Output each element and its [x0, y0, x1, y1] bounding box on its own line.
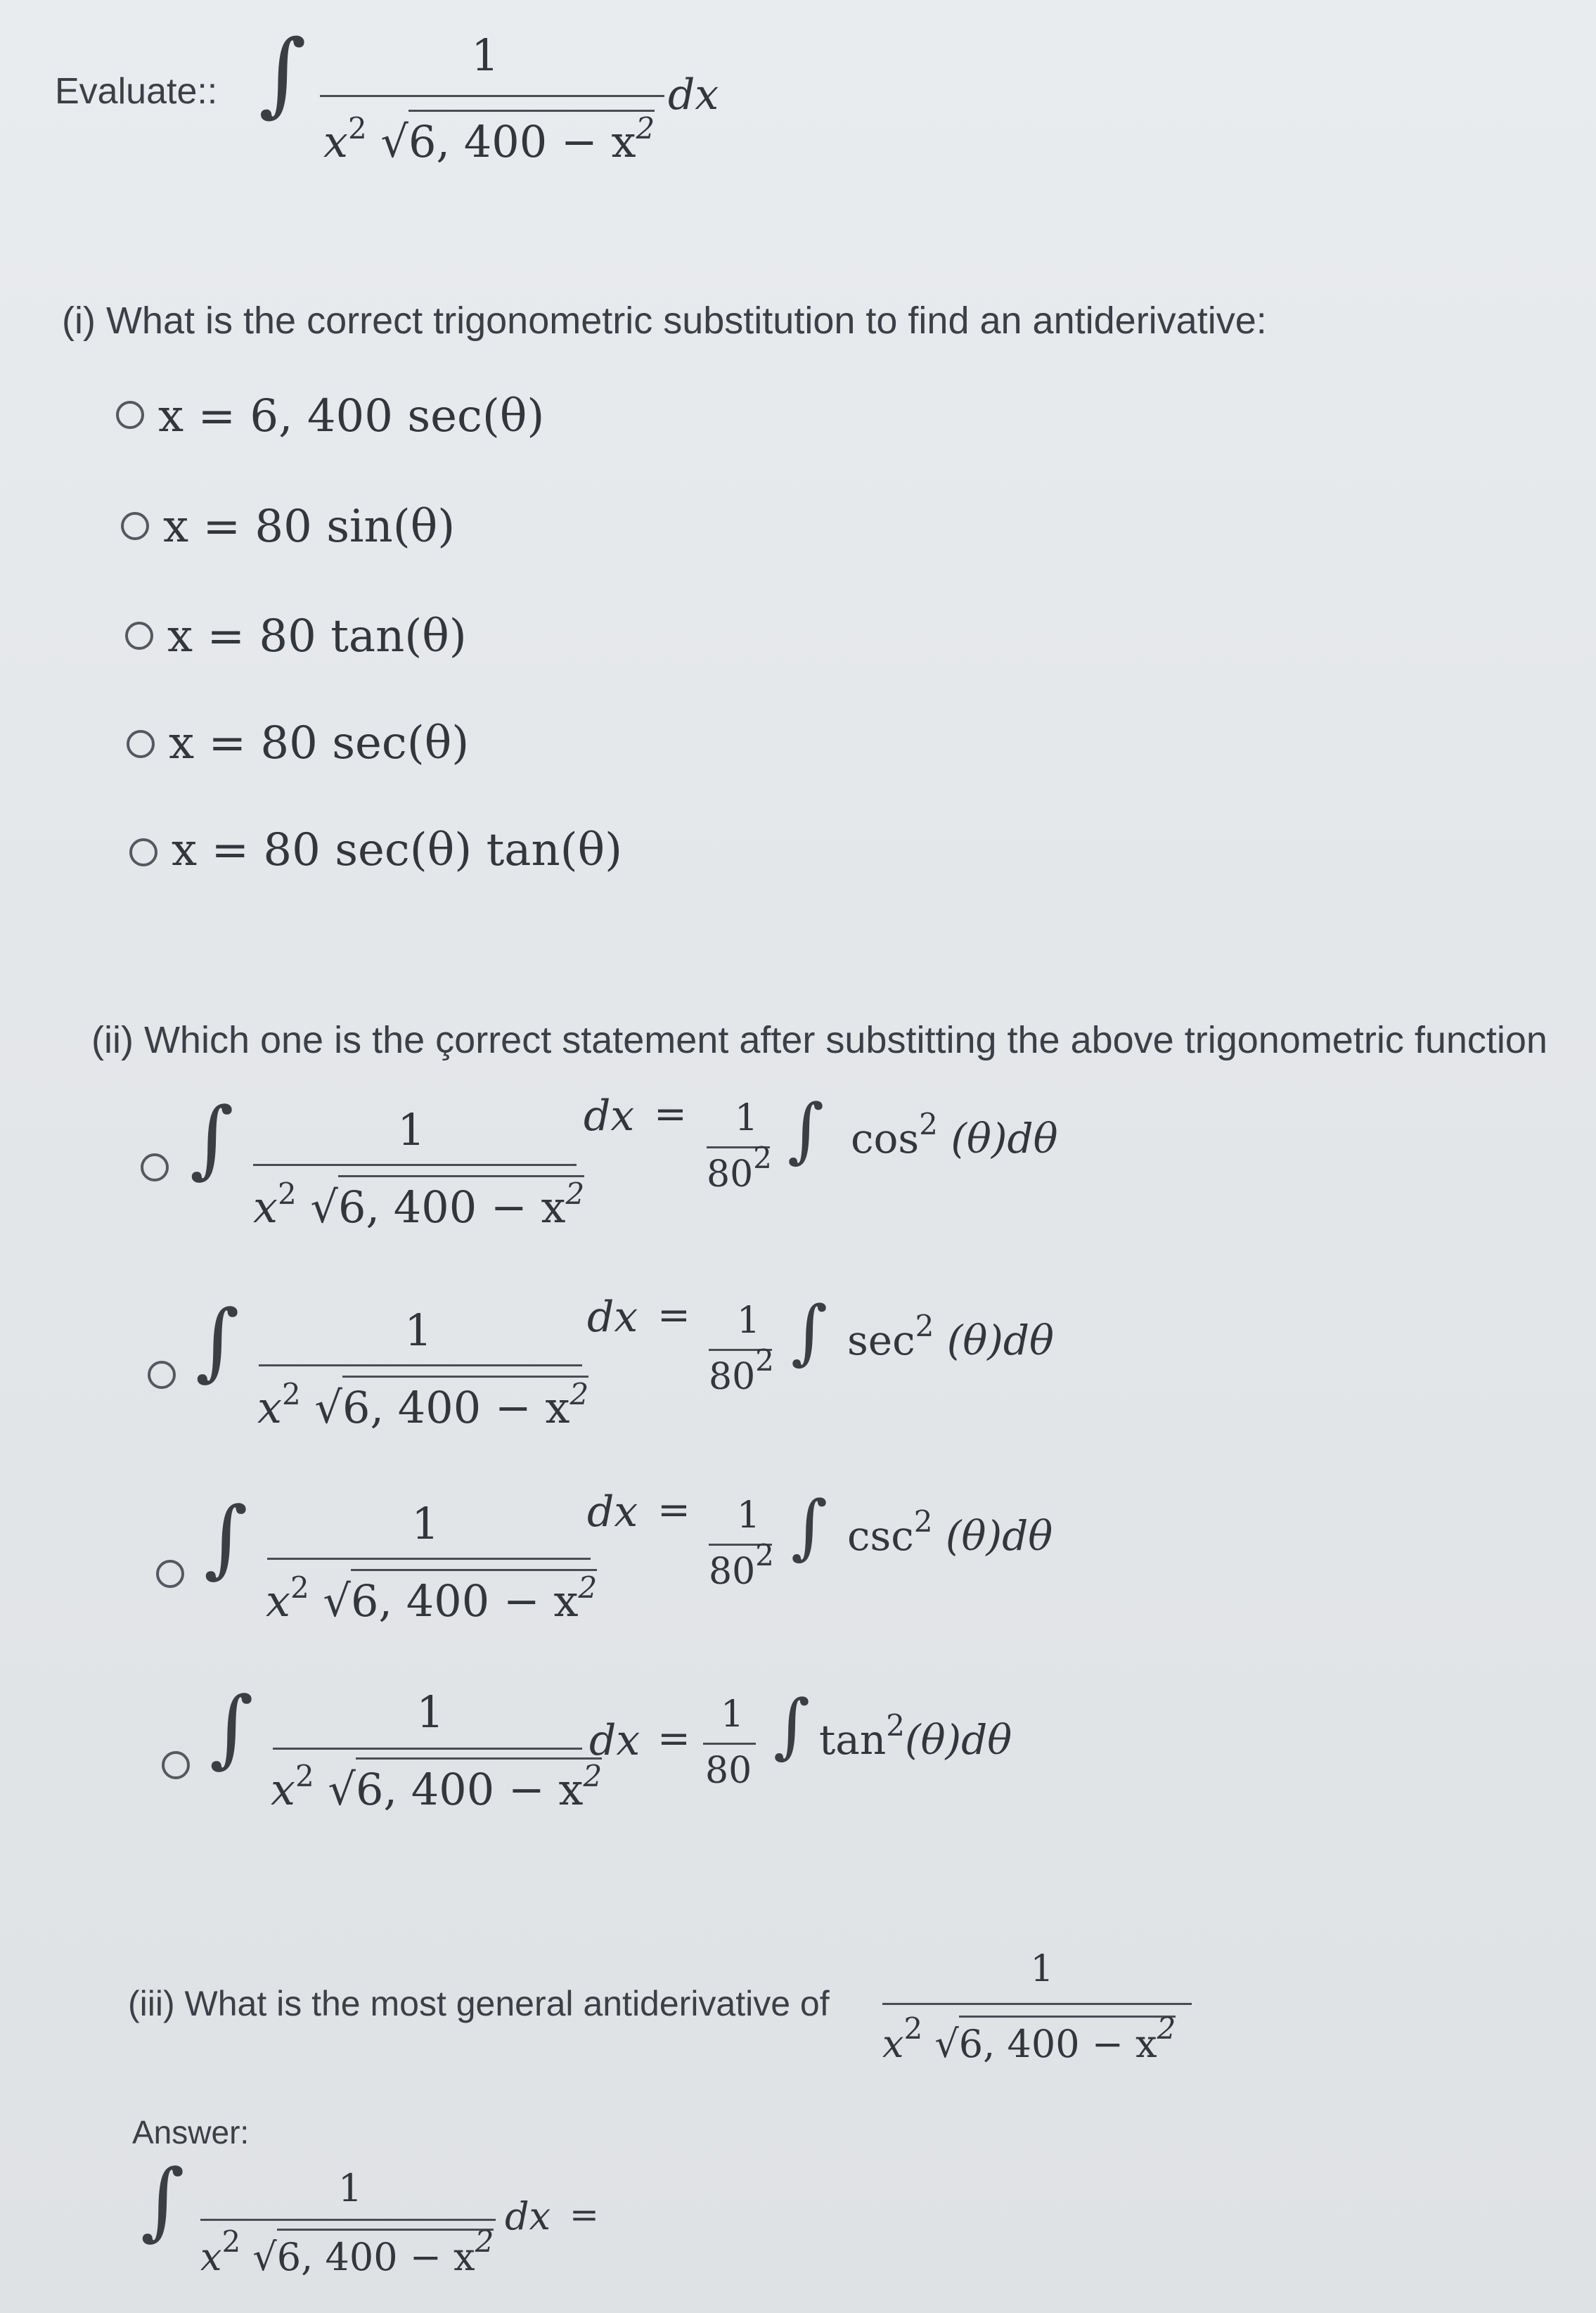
- integral-sign: ∫: [259, 20, 307, 127]
- integral-sign: ∫: [141, 2152, 185, 2250]
- coef-numerator: 1: [735, 1097, 759, 1139]
- equals-sign: =: [654, 1091, 687, 1137]
- answer-denominator: $x^2$ √6, $400 - x^2$: [200, 2224, 494, 2279]
- q1-option-2-radio[interactable]: [121, 512, 149, 540]
- integral-sign: ∫: [787, 1089, 825, 1171]
- coef-denominator: $80^2$: [709, 1538, 774, 1593]
- q2-option-3-radio[interactable]: [156, 1560, 184, 1588]
- answer-label: Answer:: [132, 2114, 250, 2151]
- fraction-line: [273, 1748, 582, 1750]
- integral-sign: ∫: [773, 1684, 811, 1767]
- rhs-integrand: $\tan^2(\theta)d\theta$: [819, 1708, 1012, 1764]
- fraction-line: [253, 1164, 577, 1166]
- lhs-numerator: 1: [404, 1305, 432, 1356]
- answer-equals: =: [569, 2194, 599, 2235]
- coef-numerator: 1: [721, 1693, 745, 1736]
- q1-option-5-label: x = 80 sec(θ) tan(θ): [172, 824, 623, 876]
- coef-numerator: 1: [737, 1494, 761, 1537]
- fraction-line: [200, 2219, 496, 2221]
- equals-sign: =: [657, 1293, 690, 1338]
- q1-option-5-radio[interactable]: [129, 838, 157, 866]
- fraction-line: [882, 2003, 1192, 2005]
- q1-option-3-label: x = 80 tan(θ): [167, 610, 467, 662]
- integral-sign: ∫: [195, 1293, 240, 1390]
- lhs-denominator: $x^2$ √6, $400 - x^2$: [257, 1377, 589, 1433]
- rhs-integrand: $\cos^2 (\theta)d\theta$: [851, 1107, 1058, 1162]
- rhs-integrand: $\sec^2 (\theta)d\theta$: [847, 1309, 1054, 1364]
- q2-option-4-radio[interactable]: [162, 1751, 190, 1779]
- fraction-line: [320, 95, 664, 97]
- question-2-text: (ii) Which one is the çorrect statement after substitting the above trigonometric function: [91, 1019, 1547, 1061]
- coef-denominator: $80^2$: [709, 1343, 774, 1398]
- dx-label: dx: [587, 1293, 638, 1342]
- question-1-text: (i) What is the correct trigonometric substitution to find an antiderivative:: [62, 300, 1267, 342]
- fraction-line: [267, 1558, 591, 1560]
- lhs-denominator: $x^2$ √6, $400 - x^2$: [271, 1759, 603, 1815]
- dx-label: dx: [505, 2194, 551, 2238]
- integral-sign: ∫: [204, 1489, 248, 1587]
- lhs-numerator: 1: [416, 1686, 444, 1738]
- integral-sign: ∫: [791, 1290, 828, 1373]
- q1-option-1-radio[interactable]: [116, 401, 144, 429]
- fraction-line: [259, 1364, 582, 1366]
- rhs-integrand: $\csc^2 (\theta)d\theta$: [847, 1504, 1053, 1560]
- q3-denominator: $x^2$ √6, $400 - x^2$: [882, 2011, 1176, 2066]
- coef-line: [703, 1743, 756, 1745]
- answer-numerator: 1: [337, 2166, 363, 2210]
- coef-denominator: $80^2$: [707, 1141, 772, 1196]
- q1-option-4-label: x = 80 sec(θ): [169, 717, 470, 769]
- dx-label: dx: [668, 70, 719, 120]
- q2-option-2-radio[interactable]: [148, 1361, 176, 1389]
- evaluate-label: Evaluate::: [55, 71, 218, 112]
- integral-sign: ∫: [210, 1679, 254, 1777]
- q1-option-4-radio[interactable]: [127, 730, 155, 758]
- dx-label: dx: [584, 1091, 635, 1141]
- integral-sign: ∫: [190, 1090, 234, 1188]
- integral-sign: ∫: [791, 1485, 828, 1568]
- q3-numerator: 1: [1030, 1948, 1054, 1990]
- dx-label: dx: [587, 1487, 638, 1537]
- q2-option-1-radio[interactable]: [141, 1153, 169, 1181]
- answer-input[interactable]: [605, 2191, 970, 2247]
- dx-label: dx: [589, 1716, 641, 1765]
- q1-option-3-radio[interactable]: [125, 622, 153, 650]
- q1-option-1-label: x = 6, 400 sec(θ): [158, 390, 545, 442]
- lhs-denominator: $x^2$ √6, $400 - x^2$: [266, 1570, 598, 1627]
- equals-sign: =: [657, 1716, 690, 1762]
- lhs-denominator: $x^2$ √6, $400 - x^2$: [253, 1177, 585, 1233]
- coef-denominator: 80: [705, 1750, 752, 1792]
- lhs-numerator: 1: [397, 1104, 425, 1155]
- coef-numerator: 1: [737, 1300, 761, 1342]
- lhs-numerator: 1: [411, 1498, 439, 1549]
- question-3-text: (iii) What is the most general antiderivative of: [128, 1984, 830, 2023]
- integral-denominator: $x^2$ √6, $400 - x^2$: [323, 111, 655, 167]
- equals-sign: =: [657, 1487, 690, 1533]
- q1-option-2-label: x = 80 sin(θ): [163, 501, 456, 553]
- integral-numerator: 1: [471, 30, 499, 81]
